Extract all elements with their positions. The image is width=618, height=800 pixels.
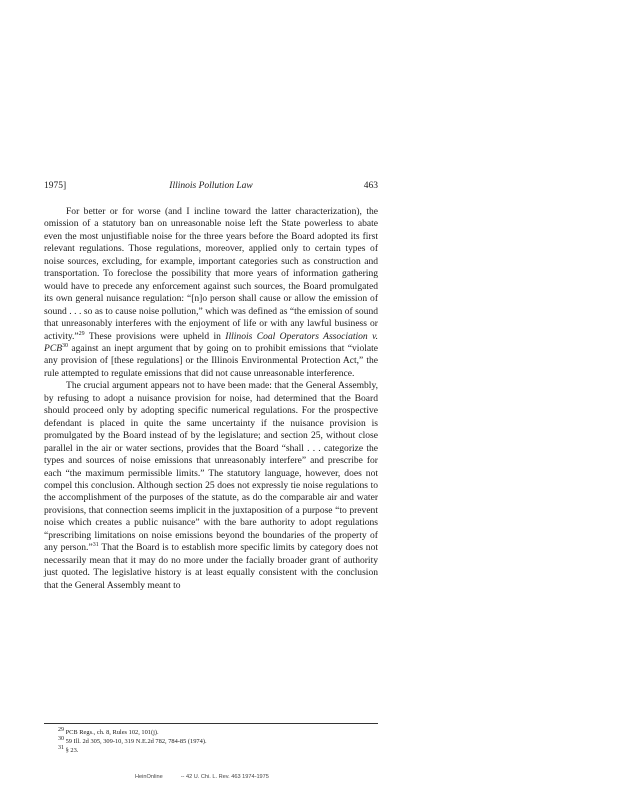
p2-text-a: The crucial argument appears not to have been made: that the General Assembly, by refusing to adopt a nuisance provision for noise, had determined that the Board should proceed only by adopting specific numerical regulations. For the prospective defendant is placed in quite the same uncertainty if the nuisance provision is promulgated by the Board instead of by the legislature; and section 25, without close parallel in the air or water sections, provides that the Board “shall . . . categorize the types and sources of noise emissions that unreasonably interfere” and prescribe for each “the maximum permissible limits.” The statutory language, however, does not compel this conclusion. Although section 25 does not expressly tie noise regulations to the accomplishment of the purposes of the statute, as do the comparable air and water provisions, that connection seems implicit in the juxtaposition of a purpose “to prevent noise which creates a public nuisance” with the bare authority to adopt regulations “prescribing limitations on noise emissions beyond the boundaries of the property of any person.” (44, 380, 378, 554)
p2-text-b: That the Board is to establish more specific limits by category does not necessarily mean that it may do no more under the facially broader grant of authority just quoted. The legislative history is at least equally consistent with the conclusion that the General Assembly meant to (44, 542, 378, 591)
header-year: 1975] (44, 181, 67, 191)
paragraph-2 (44, 380, 378, 592)
footnote-divider (44, 723, 378, 724)
footnote-30 (44, 737, 378, 746)
p1-text-c: against an inept argument that by going on to prohibit emissions that “violate any provision of [these regulations] or the Illinois Environmental Protection Act,” the rule attempted to regulate emissions that did not cause unreasonable interference. (44, 342, 378, 379)
p1-text-b: These provisions were upheld in (84, 330, 226, 342)
running-header (44, 180, 378, 192)
footnote-text: PCB Regs., ch. 8, Rules 102, 101(j). (65, 729, 159, 736)
footnote-ref-29: 29 (78, 330, 85, 337)
footnote-text: 59 Ill. 2d 305, 309-10, 319 N.E.2d 782, 784-85 (1974). (65, 738, 207, 746)
body-text (44, 206, 378, 592)
footer-citation: -- 42 U. Chi. L. Rev. 463 1974-1975 (180, 774, 269, 780)
paragraph-1 (44, 206, 378, 380)
header-running-title: Illinois Pollution Law (169, 181, 253, 191)
case-name: Illinois Coal Operators Association v. PCB (44, 330, 378, 354)
source-footer (135, 773, 475, 781)
footnotes (44, 728, 378, 756)
footnote-ref-30: 30 (62, 342, 69, 349)
footnote-31 (44, 746, 378, 755)
footer-brand: HeinOnline (135, 774, 163, 780)
footnote-number: 31 (58, 745, 64, 752)
p1-text-a: For better or for worse (and I incline toward the latter characterization), the omission of a statutory ban on unreasonable noise left the State powerless to abate even the most unjustifiable noise for the three years before the Board adopted its first relevant regulations. Those regulations, moreover, applied only to certain types of noise sources, excluding, for example, important categories such as construction and transportation. To foreclose the possibility that more years of information gathering would have to precede any enforcement against such sources, the Board promulgated its own general nuisance regulation: “[n]o person shall cause or allow the emission of sound . . . so as to cause noise pollution,” which was defined as “the emission of sound that unreasonably interferes with the enjoyment of life or with any lawful business or activity.” (44, 206, 378, 342)
footnote-ref-31: 31 (92, 542, 99, 549)
footnote-number: 30 (58, 736, 64, 743)
header-page-number: 463 (363, 181, 378, 191)
footnote-number: 29 (58, 726, 64, 733)
footnote-text: § 23. (65, 747, 79, 755)
footnote-29 (44, 728, 378, 737)
